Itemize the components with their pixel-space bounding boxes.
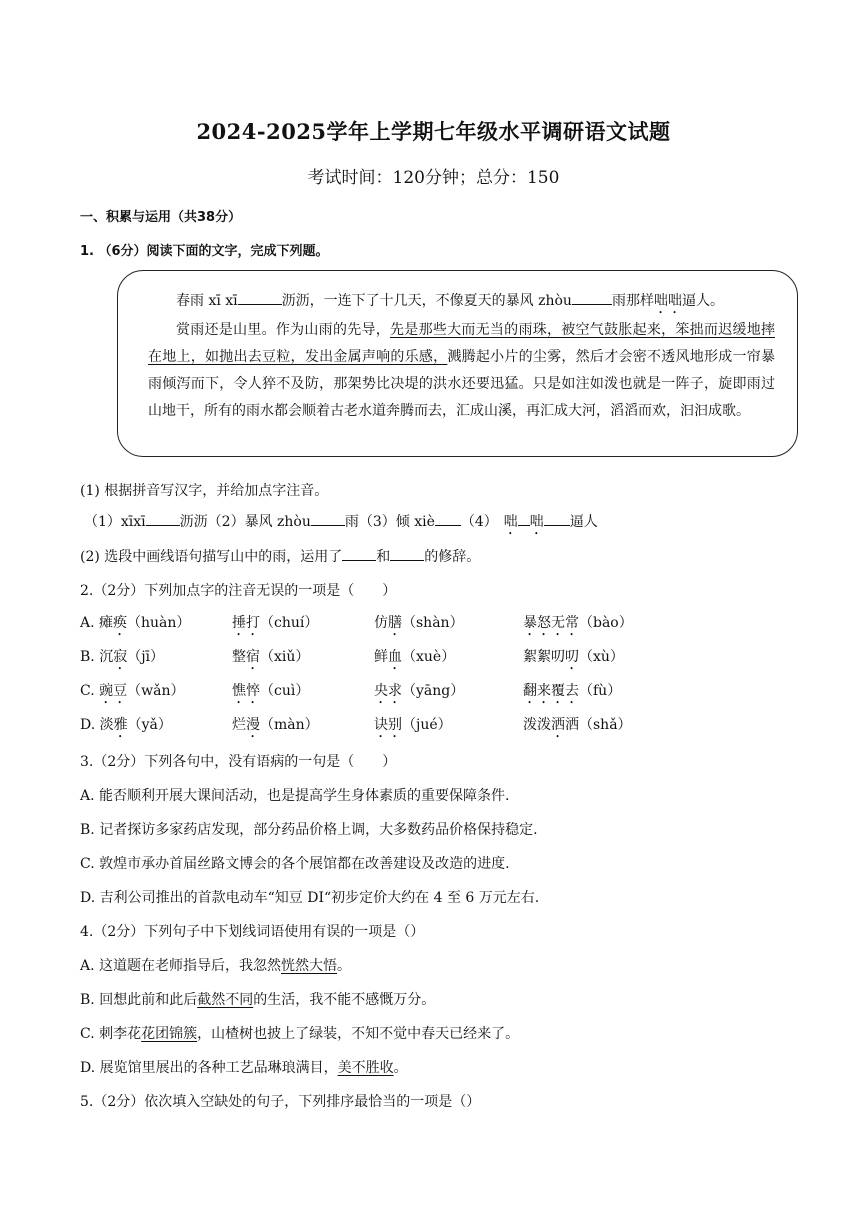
answer-blank[interactable]: [435, 511, 461, 526]
question-2-option-c-item: [232, 680, 309, 707]
question-2-option-d-item: 泼泼洒洒（shǎ）: [523, 717, 632, 733]
answer-blank[interactable]: [390, 546, 424, 561]
question-4-option-a[interactable]: A. 这道题在老师指导后，我忽然恍然大悟。: [80, 958, 352, 974]
option-label: B.: [80, 649, 100, 665]
dotted-character: 诀别: [374, 717, 402, 733]
answer-blank[interactable]: [518, 511, 530, 526]
pinyin: （jī）: [127, 649, 165, 665]
question-4-option-b[interactable]: B. 回想此前和此后截然不同的生活，我不能不感慨万分。: [80, 992, 436, 1008]
dotted-character: 雅: [113, 717, 128, 733]
reading-passage-box: [117, 270, 798, 457]
pinyin: （xuè）: [402, 649, 456, 665]
question-2-option-c-item: [374, 680, 464, 707]
answer-blank[interactable]: [238, 290, 282, 305]
pinyin: （màn）: [260, 717, 319, 733]
question-4-option-d[interactable]: D. 展览馆里展出的各种工艺品琳琅满目，美不胜收。: [80, 1060, 408, 1076]
question-3-option-a[interactable]: A. 能否顺利开展大课间活动，也是提高学生身体素质的重要保障条件.: [80, 788, 510, 804]
answer-blank[interactable]: [146, 511, 180, 526]
dotted-character: 捶打: [232, 615, 260, 631]
question-2-option-a-item[interactable]: A. 瘫痪（huàn）: [80, 615, 191, 631]
dotted-character: 豌豆: [99, 683, 128, 699]
question-3-option-d[interactable]: D. 吉利公司推出的首款电动车“知豆 DI“初步定价大约在 4 至 6 万元左右.: [80, 890, 540, 906]
question-2-option-c-item: [523, 680, 621, 707]
dotted-character: 洒: [551, 717, 565, 733]
dotted-character: 叨: [565, 649, 579, 665]
option-label: D.: [80, 717, 100, 733]
underlined-word: 花团锦簇: [141, 1026, 198, 1042]
question-5-heading: 5.（2分）依次填入空缺处的句子，下列排序最恰当的一项是（）: [80, 1094, 481, 1110]
question-2-option-d-item[interactable]: D. 淡雅（yǎ）: [80, 717, 172, 733]
question-2-option-b-item: 絮絮叨叨（xù）: [523, 649, 624, 665]
dotted-character: 血: [388, 649, 402, 665]
answer-blank[interactable]: [544, 511, 570, 526]
question-2-option-a-item: [232, 612, 318, 639]
pinyin: （huàn）: [127, 615, 191, 631]
passage-paragraph-1: 春雨 xī xī 沥沥，一连下了十几天，不像夏天的暴风 zhòu 雨那样咄咄逼人。: [148, 288, 775, 317]
option-label: A.: [80, 615, 100, 631]
exam-info: 考试时间：120分钟；总分：150: [307, 168, 560, 188]
pinyin: （fù）: [579, 683, 622, 699]
pinyin: （xù）: [579, 649, 624, 665]
question-4-option-c[interactable]: C. 刺李花花团锦簇，山楂树也披上了绿装，不知不觉中春天已经来了。: [80, 1026, 520, 1042]
pinyin: 洒（shǎ）: [565, 717, 632, 733]
underlined-word: 恍然大悟: [281, 958, 338, 974]
pinyin: （chuí）: [260, 615, 319, 631]
answer-blank[interactable]: [311, 511, 345, 526]
underlined-word: 美不胜收: [337, 1060, 394, 1076]
question-3-heading: 3.（2分）下列各句中，没有语病的一句是（ ）: [80, 754, 397, 770]
dotted-character: 膳: [388, 615, 402, 631]
question-3-option-b[interactable]: B. 记者探访多家药店发现，部分药品价格上调，大多数药品价格保持稳定.: [80, 822, 538, 838]
dotted-character: 暴怒无常: [523, 615, 579, 631]
dotted-character: 翻来覆去: [523, 683, 579, 699]
dotted-character: 痪: [113, 615, 128, 631]
pinyin: （yǎ）: [127, 717, 172, 733]
question-2-option-c-item[interactable]: [80, 680, 184, 707]
question-2-option-a-item: [523, 612, 633, 639]
dotted-character: 寂: [113, 649, 128, 665]
question-2-option-b-item: 鲜血（xuè）: [374, 649, 456, 665]
dotted-character: 宿: [246, 649, 260, 665]
answer-blank[interactable]: [342, 546, 376, 561]
question-3-option-c[interactable]: C. 敦煌市承办首届丝路文博会的各个展馆都在改善建设及改造的进度.: [80, 856, 510, 872]
pinyin: （bào）: [579, 615, 633, 631]
question-2-heading: 2.（2分）下列加点字的注音无误的一项是（ ）: [80, 583, 397, 599]
question-4-heading: 4.（2分）下列句子中下划线词语使用有误的一项是（）: [80, 924, 425, 940]
question-1-heading: 1. （6分）阅读下面的文字，完成下列题。: [80, 244, 329, 259]
passage-paragraph-2: 赏雨还是山里。作为山雨的先导，先是那些大而无当的雨珠，被空气鼓胀起来，笨拙而迟缓地摔在地上，如抛出去豆粒，发出金属声响的乐感，溅腾起小片的尘雾，然后才会密不透风地形成一帘暴雨倾泻而下，令人猝不及防，那架势比决堤的洪水还要迅猛。只是如注如泼也就是一阵子，旋即雨过山地干，所有的雨水都会顺着古老水道奔腾而去，汇成山溪，再汇成大河，滔滔而欢，汩汩成歌。: [148, 322, 776, 419]
pinyin: （wǎn）: [127, 683, 185, 699]
question-2-option-b-item[interactable]: B. 沉寂（jī）: [80, 649, 165, 665]
pinyin: （yāng）: [402, 683, 465, 699]
pinyin: （jué）: [402, 717, 452, 733]
option-label: C.: [80, 683, 100, 699]
underlined-word: 截然不同: [197, 992, 254, 1008]
answer-blank[interactable]: [572, 290, 612, 305]
dotted-character: 央求: [374, 683, 402, 699]
dotted-character: 憔悴: [232, 683, 260, 699]
underlined-sentence: 先是那些大而无当的雨珠，被空气鼓胀起来，笨拙而迟缓地摔在地上，如抛出去豆粒，发出金属声响的乐感，: [148, 322, 776, 365]
dotted-character: 漫: [246, 717, 260, 733]
question-2-option-b-item: 整宿（xiǔ）: [232, 649, 310, 665]
pinyin: （cuì）: [260, 683, 310, 699]
pinyin: （shàn）: [402, 615, 464, 631]
question-2-option-d-item: [374, 714, 452, 741]
question-1-part-1: (1) 根据拼音写汉字，并给加点字注音。: [80, 483, 329, 499]
question-1-part-1-items: （1）xīxī 沥沥（2）暴风 zhòu 雨（3）倾 xiè （4） 咄 咄 逼人: [84, 511, 598, 538]
section-heading: 一、积累与运用（共38分）: [80, 210, 242, 225]
question-1-part-2: (2) 选段中画线语句描写山中的雨，运用了 和 的修辞。: [80, 546, 480, 566]
question-2-option-d-item: 烂漫（màn）: [232, 717, 319, 733]
pinyin: （xiǔ）: [260, 649, 310, 665]
page-title: 2024-2025学年上学期七年级水平调研语文试题: [196, 119, 671, 144]
dotted-characters: 咄咄: [653, 293, 682, 309]
question-2-option-a-item: 仿膳（shàn）: [374, 615, 464, 631]
